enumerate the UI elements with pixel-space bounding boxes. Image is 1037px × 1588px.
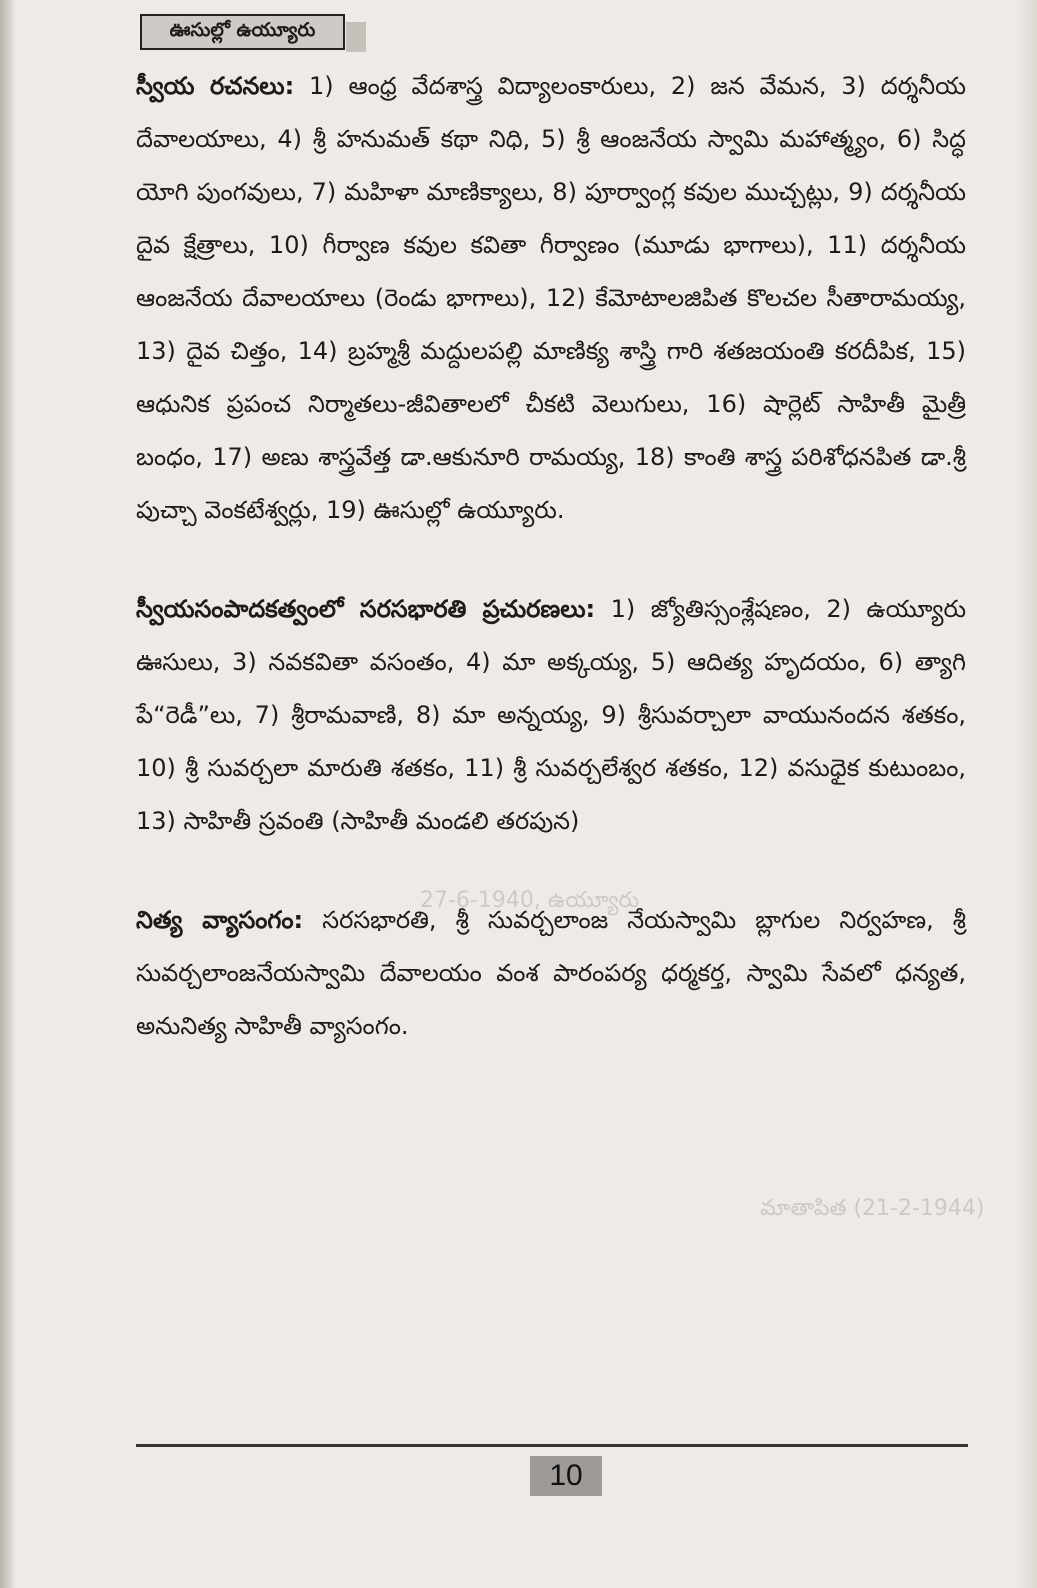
section-paragraph [136, 894, 966, 1053]
running-header-title: ఊసుల్లో ఉయ్యూరు [169, 18, 316, 41]
section-text: 1) ఆంధ్ర వేదశాస్త్ర విద్యాలంకారులు, 2) జన వేమన, 3) దర్శనీయ దేవాలయాలు, 4) శ్రీ హనుమత్ కథా నిధి, 5) శ్రీ ఆంజనేయ స్వామి మహాత్మ్యం, 6) సిద్ధ యోగి పుంగవులు, 7) మహిళా మాణిక్యాలు, 8) పూర్వాంగ్ల కవుల ముచ్చట్లు, 9) దర్శనీయ దైవ క్షేత్రాలు, 10) గీర్వాణ కవుల కవితా గీర్వాణం (మూడు భాగాలు), 11) దర్శనీయ ఆంజనేయ దేవాలయాలు (రెండు భాగాలు), 12) కేమోటాలజిపిత కొలచల సీతారామయ్య, 13) దైవ చిత్తం, 14) బ్రహ్మశ్రీ మద్దులపల్లి మాణిక్య శాస్త్రి గారి శతజయంతి కరదీపిక, 15) ఆధునిక ప్రపంచ నిర్మాతలు-జీవితాలలో చీకటి వెలుగులు, 16) షార్లెట్ సాహితీ మైత్రీ బంధం, 17) అణు శాస్త్రవేత్త డా.ఆకునూరి రామయ్య, 18) కాంతి శాస్త్ర పరిశోధనపిత డా.శ్రీ పుచ్చా వెంకటేశ్వర్లు, 19) ఊసుల్లో ఉయ్యూరు. [136, 72, 966, 524]
header-box-shadow [346, 22, 366, 52]
book-spine-shadow [0, 0, 16, 1588]
bleed-through-text: మాతాపిత (21-2-1944) [760, 1196, 985, 1221]
section-heading: నిత్య వ్యాసంగం: [136, 906, 304, 934]
bleed-through-text: 27-6-1940, ఉయ్యూరు [420, 888, 640, 913]
section-paragraph [136, 583, 966, 848]
page-number [530, 1456, 602, 1496]
page-body [136, 60, 966, 1099]
section-heading: స్వీయ రచనలు: [136, 72, 295, 100]
page-number-text: 10 [549, 1459, 583, 1492]
section-heading: స్వీయసంపాదకత్వంలో సరసభారతి ప్రచురణలు: [136, 595, 596, 623]
section-text: 1) జ్యోతిస్సంశ్లేషణం, 2) ఉయ్యూరు ఊసులు, 3) నవకవితా వసంతం, 4) మా అక్కయ్య, 5) ఆదిత్య హృదయం, 6) త్యాగి పే“రెడీ”లు, 7) శ్రీరామవాణి, 8) మా అన్నయ్య, 9) శ్రీసువర్చాలా వాయునందన శతకం, 10) శ్రీ సువర్చలా మారుతి శతకం, 11) శ్రీ సువర్చలేశ్వర శతకం, 12) వసుధైక కుటుంబం, 13) సాహితీ స్రవంతి (సాహితీ మండలి తరపున) [136, 595, 967, 835]
page-edge-shadow [1015, 0, 1037, 1588]
section-paragraph [136, 60, 966, 537]
section-text: సరసభారతి, శ్రీ సువర్చలాంజ నేయస్వామి బ్లాగుల నిర్వహణ, శ్రీ సువర్చలాంజనేయస్వామి దేవాలయం వంశ పారంపర్య ధర్మకర్త, స్వామి సేవలో ధన్యత, అనునిత్య సాహితీ వ్యాసంగం. [136, 906, 966, 1040]
footer-rule [136, 1444, 968, 1447]
running-header [140, 14, 345, 50]
